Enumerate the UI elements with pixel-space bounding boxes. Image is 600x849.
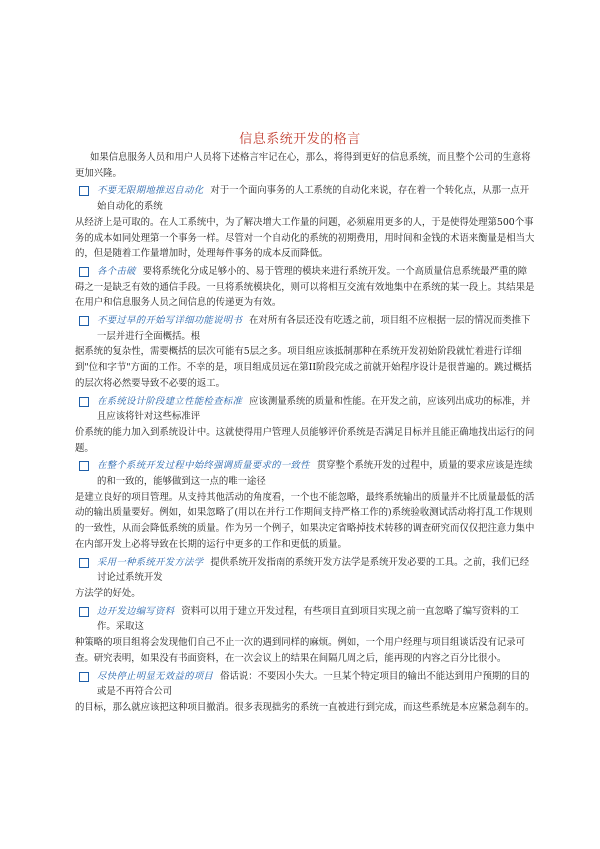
maxim-lead-text: 资料可以用于建立开发过程，有些项目直到项目实现之前一直忽略了编写资料的工作。采取这 bbox=[97, 605, 519, 633]
maxim-lead-text: 要将系统化分成足够小的、易于管理的模块来进行系统开发。一个高质量信息系统最严重的障 bbox=[142, 265, 528, 277]
maxim-lead bbox=[75, 555, 535, 586]
maxim-heading: 尽快停止明显无效益的项目 bbox=[97, 670, 214, 682]
page-title: 信息系统开发的格言 bbox=[239, 132, 361, 147]
checkbox-icon bbox=[79, 397, 89, 407]
maxim-body: 方法学的好处。 bbox=[75, 587, 141, 599]
maxim-lead-text: 提供系统开发指南的系统开发方法学是系统开发必要的工具。之前，我们已经讨论过系统开发 bbox=[97, 556, 530, 584]
maxim-body: 从经济上是可取的。在人工系统中，为了解决增大工作量的问题，必须雇用更多的人，于是使得处理第500个事务的成本如同处理第一个事务一样。尽管对一个自动化的系统的初期费用，用时间和金钱的术语来衡量是相当大的，但是随着工作量增加时，处理每件事务的成本反而降低。 bbox=[75, 216, 535, 260]
maxim-lead bbox=[75, 669, 535, 700]
maxim-heading: 在整个系统开发过程中始终强调质量要求的一致性 bbox=[97, 460, 310, 472]
maxim-heading: 不要过早的开始写详细功能说明书 bbox=[97, 315, 243, 327]
maxim-heading: 各个击破 bbox=[97, 265, 136, 277]
checkbox-icon bbox=[79, 186, 89, 196]
intro-paragraph: 如果信息服务人员和用户人员将下述格言牢记在心，那么，将得到更好的信息系统，而且整个公司的生意将更加兴隆。 bbox=[75, 152, 531, 179]
maxim-lead-text: 应该测量系统的质量和性能。在开发之前，应该列出成功的标准，并且应该将针对这些标准评 bbox=[97, 395, 531, 423]
maxim-lead bbox=[75, 394, 535, 425]
maxim-lead bbox=[75, 183, 535, 214]
maxim-lead bbox=[75, 604, 535, 635]
maxim-4 bbox=[75, 394, 535, 457]
maxim-3 bbox=[75, 313, 535, 392]
maxim-8 bbox=[75, 669, 535, 716]
maxim-2 bbox=[75, 264, 535, 311]
checkbox-icon bbox=[79, 607, 89, 617]
maxim-body: 据系统的复杂性，需要概括的层次可能有5层之多。项目组应该抵制那种在系统开发初始阶段就忙着进行详细到"位和字节"方面的工作。不幸的是，项目组成员远在第II阶段完成之前就开始程序设计是很普遍的。跳过概括的层次将必然要导致不必要的返工。 bbox=[75, 346, 532, 389]
checkbox-icon bbox=[79, 672, 89, 682]
maxim-lead bbox=[75, 264, 535, 280]
checkbox-icon bbox=[79, 558, 89, 568]
checkbox-icon bbox=[79, 316, 89, 326]
maxim-heading: 不要无限期地推迟自动化 bbox=[97, 185, 204, 197]
maxim-body: 是建立良好的项目管理。从支持其他活动的角度看，一个也不能忽略，最终系统输出的质量并不比质量最低的活动的输出质量要好。例如，如果忽略了(用以在并行工作期间支持严格工作的)系统验收测试活动将打乱工作规则的一致性，从而会降低系统的质量。作为另一个例子，如果决定省略掉技术转移的调查研究而仅仅把注意力集中在内部开发上必将导致在长期的运行中更多的工作和更低的质量。 bbox=[75, 491, 535, 550]
maxim-heading: 在系统设计阶段建立性能检查标准 bbox=[97, 395, 243, 407]
maxim-body: 种策略的项目组将会发现他们自己不止一次的遇到同样的麻烦。例如，一个用户经理与项目组谈话没有记录可查。研究表明，如果没有书面资料，在一次会议上的结果在间隔几周之后，能再现的内容之百分比很小。 bbox=[75, 637, 526, 664]
maxim-lead bbox=[75, 458, 535, 489]
maxim-heading: 边开发边编写资料 bbox=[97, 605, 175, 617]
maxim-lead-text: 贯穿整个系统开发的过程中，质量的要求应该是连续的和一致的，能够做到这一点的唯一途径 bbox=[97, 460, 533, 488]
maxim-body: 价系统的能力加入到系统设计中。这就使得用户管理人员能够评价系统是否满足目标并且能正确地找出运行的问题。 bbox=[75, 426, 535, 454]
checkbox-icon bbox=[79, 461, 89, 471]
maxim-5 bbox=[75, 458, 535, 552]
maxim-body: 的目标，那么就应该把这种项目撤消。很多表现拙劣的系统一直被进行到完成，而这些系统是本应紧急刹车的。 bbox=[75, 701, 535, 713]
maxim-heading: 采用一种系统开发方法学 bbox=[97, 556, 204, 568]
maxim-lead-text: 在对所有各层还没有吃透之前，项目组不应根据一层的情况而类推下一层并进行全面概括。根 bbox=[97, 315, 531, 342]
checkbox-icon bbox=[79, 267, 89, 277]
document-body bbox=[75, 150, 535, 716]
maxim-7 bbox=[75, 604, 535, 667]
maxim-1 bbox=[75, 183, 535, 262]
maxim-lead-text: 对于一个面向事务的人工系统的自动化来说，存在着一个转化点，从那一点开始自动化的系统 bbox=[97, 185, 530, 213]
maxim-body: 碍之一是缺乏有效的通信手段。一旦将系统模块化，则可以将相互交流有效地集中在系统的某一段上。其结果是在用户和信息服务人员之间信息的传递更为有效。 bbox=[75, 281, 535, 309]
maxim-lead bbox=[75, 313, 535, 344]
maxim-6 bbox=[75, 555, 535, 602]
maxim-lead-text: 俗话说：不要因小失大。一旦某个特定项目的输出不能达到用户预期的目的或是不再符合公司 bbox=[97, 670, 530, 698]
